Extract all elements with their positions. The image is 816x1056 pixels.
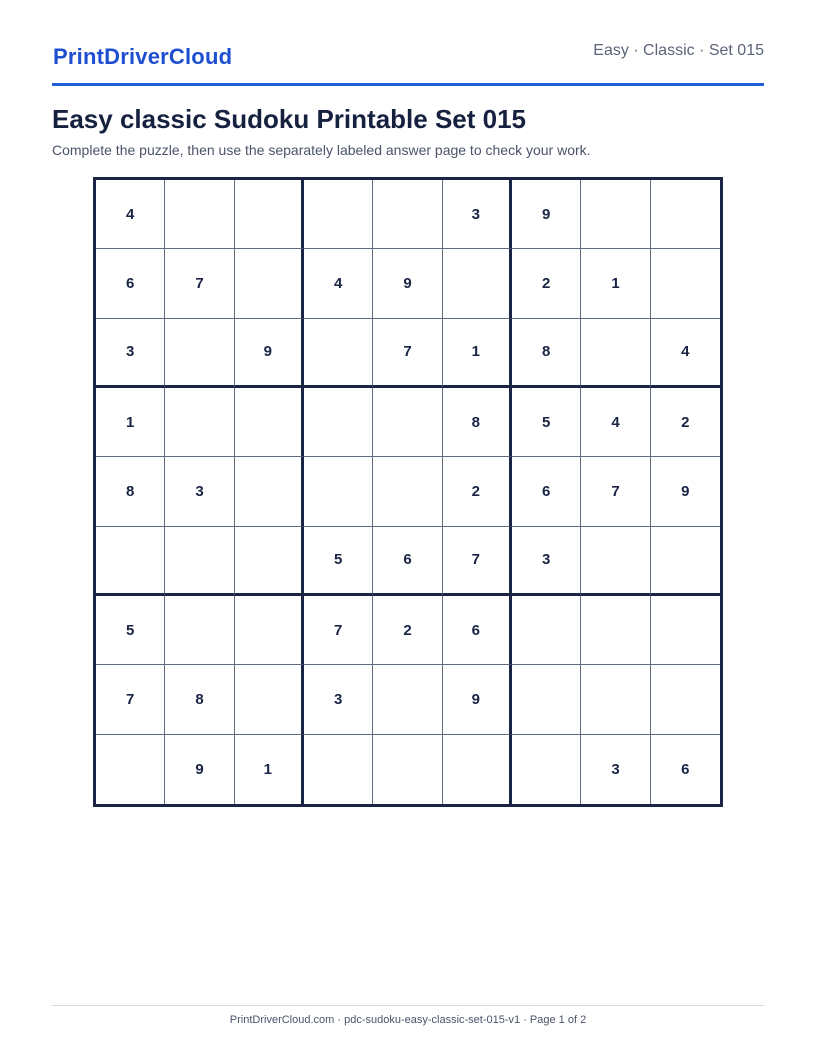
sudoku-cell: 4 bbox=[96, 180, 165, 249]
footer-divider bbox=[52, 1005, 764, 1006]
sudoku-cell: 4 bbox=[651, 319, 720, 388]
sudoku-cell: 1 bbox=[443, 319, 512, 388]
sudoku-cell: 1 bbox=[581, 249, 650, 318]
sudoku-cell: 7 bbox=[304, 596, 373, 665]
sudoku-cell: 9 bbox=[443, 665, 512, 734]
sudoku-cell bbox=[373, 665, 442, 734]
sudoku-cell: 2 bbox=[512, 249, 581, 318]
sudoku-cell bbox=[512, 735, 581, 804]
sudoku-cell: 6 bbox=[512, 457, 581, 526]
sudoku-cell bbox=[165, 319, 234, 388]
sudoku-cell bbox=[165, 527, 234, 596]
brand-logo: PrintDriverCloud bbox=[53, 44, 233, 69]
sudoku-cell bbox=[235, 596, 304, 665]
sudoku-cell: 9 bbox=[235, 319, 304, 388]
sudoku-cell bbox=[165, 596, 234, 665]
sudoku-cell bbox=[304, 457, 373, 526]
sudoku-cell bbox=[373, 180, 442, 249]
page-title: Easy classic Sudoku Printable Set 015 bbox=[52, 104, 527, 134]
sudoku-cell bbox=[235, 457, 304, 526]
sudoku-cell: 4 bbox=[304, 249, 373, 318]
sudoku-cell bbox=[165, 388, 234, 457]
sudoku-cell: 3 bbox=[443, 180, 512, 249]
sudoku-cell: 5 bbox=[512, 388, 581, 457]
sudoku-cell: 9 bbox=[512, 180, 581, 249]
sudoku-cell: 8 bbox=[96, 457, 165, 526]
page-footer: PrintDriverCloud.com · pdc-sudoku-easy-classic-set-015-v1 · Page 1 of 2 bbox=[229, 1014, 587, 1026]
sudoku-cell: 1 bbox=[96, 388, 165, 457]
page-subtitle: Complete the puzzle, then use the separately labeled answer page to check your work. bbox=[52, 142, 591, 158]
sudoku-cell: 7 bbox=[581, 457, 650, 526]
sudoku-cell bbox=[373, 388, 442, 457]
sudoku-cell: 9 bbox=[373, 249, 442, 318]
sudoku-cell: 1 bbox=[235, 735, 304, 804]
sudoku-cell bbox=[651, 249, 720, 318]
sudoku-cell bbox=[235, 249, 304, 318]
puzzle-meta: Easy · Classic · Set 015 bbox=[593, 42, 764, 59]
sudoku-cell: 7 bbox=[443, 527, 512, 596]
sudoku-cell bbox=[235, 665, 304, 734]
sudoku-cell bbox=[165, 180, 234, 249]
sudoku-cell bbox=[581, 665, 650, 734]
sudoku-cell bbox=[443, 249, 512, 318]
sudoku-cell: 3 bbox=[304, 665, 373, 734]
sudoku-cell: 3 bbox=[512, 527, 581, 596]
sudoku-cell bbox=[373, 457, 442, 526]
sudoku-cell: 8 bbox=[443, 388, 512, 457]
header-divider bbox=[52, 83, 764, 86]
sudoku-grid bbox=[93, 177, 723, 807]
sudoku-cell bbox=[512, 596, 581, 665]
sudoku-cell: 9 bbox=[165, 735, 234, 804]
sudoku-cell: 3 bbox=[581, 735, 650, 804]
sudoku-cell: 6 bbox=[373, 527, 442, 596]
sudoku-cell bbox=[373, 735, 442, 804]
sudoku-cell: 6 bbox=[96, 249, 165, 318]
sudoku-cell bbox=[304, 319, 373, 388]
sudoku-cell bbox=[651, 180, 720, 249]
sudoku-cell: 2 bbox=[443, 457, 512, 526]
sudoku-cell bbox=[581, 319, 650, 388]
sudoku-cell bbox=[581, 180, 650, 249]
sudoku-cell bbox=[304, 180, 373, 249]
sudoku-cell bbox=[651, 665, 720, 734]
sudoku-cell bbox=[512, 665, 581, 734]
sudoku-cell bbox=[443, 735, 512, 804]
sudoku-cell: 7 bbox=[165, 249, 234, 318]
sudoku-cell bbox=[304, 735, 373, 804]
sudoku-cell: 5 bbox=[304, 527, 373, 596]
sudoku-cell: 7 bbox=[96, 665, 165, 734]
sudoku-cell bbox=[581, 596, 650, 665]
sudoku-cell: 6 bbox=[443, 596, 512, 665]
sudoku-cell: 5 bbox=[96, 596, 165, 665]
sudoku-cell bbox=[96, 527, 165, 596]
sudoku-cell: 3 bbox=[96, 319, 165, 388]
sudoku-cell: 2 bbox=[373, 596, 442, 665]
sudoku-cell: 2 bbox=[651, 388, 720, 457]
sudoku-cell bbox=[235, 180, 304, 249]
sudoku-cell bbox=[304, 388, 373, 457]
sudoku-cell: 3 bbox=[165, 457, 234, 526]
sudoku-cell bbox=[651, 596, 720, 665]
sudoku-cell: 9 bbox=[651, 457, 720, 526]
sudoku-cell: 7 bbox=[373, 319, 442, 388]
sudoku-cell: 6 bbox=[681, 760, 690, 778]
sudoku-cell bbox=[581, 527, 650, 596]
sudoku-cell bbox=[96, 735, 165, 804]
sudoku-cell bbox=[651, 527, 720, 596]
sudoku-cell bbox=[235, 388, 304, 457]
sudoku-cell: 4 bbox=[581, 388, 650, 457]
sudoku-cell: 8 bbox=[512, 319, 581, 388]
sudoku-cell bbox=[235, 527, 304, 596]
sudoku-cell: 8 bbox=[165, 665, 234, 734]
